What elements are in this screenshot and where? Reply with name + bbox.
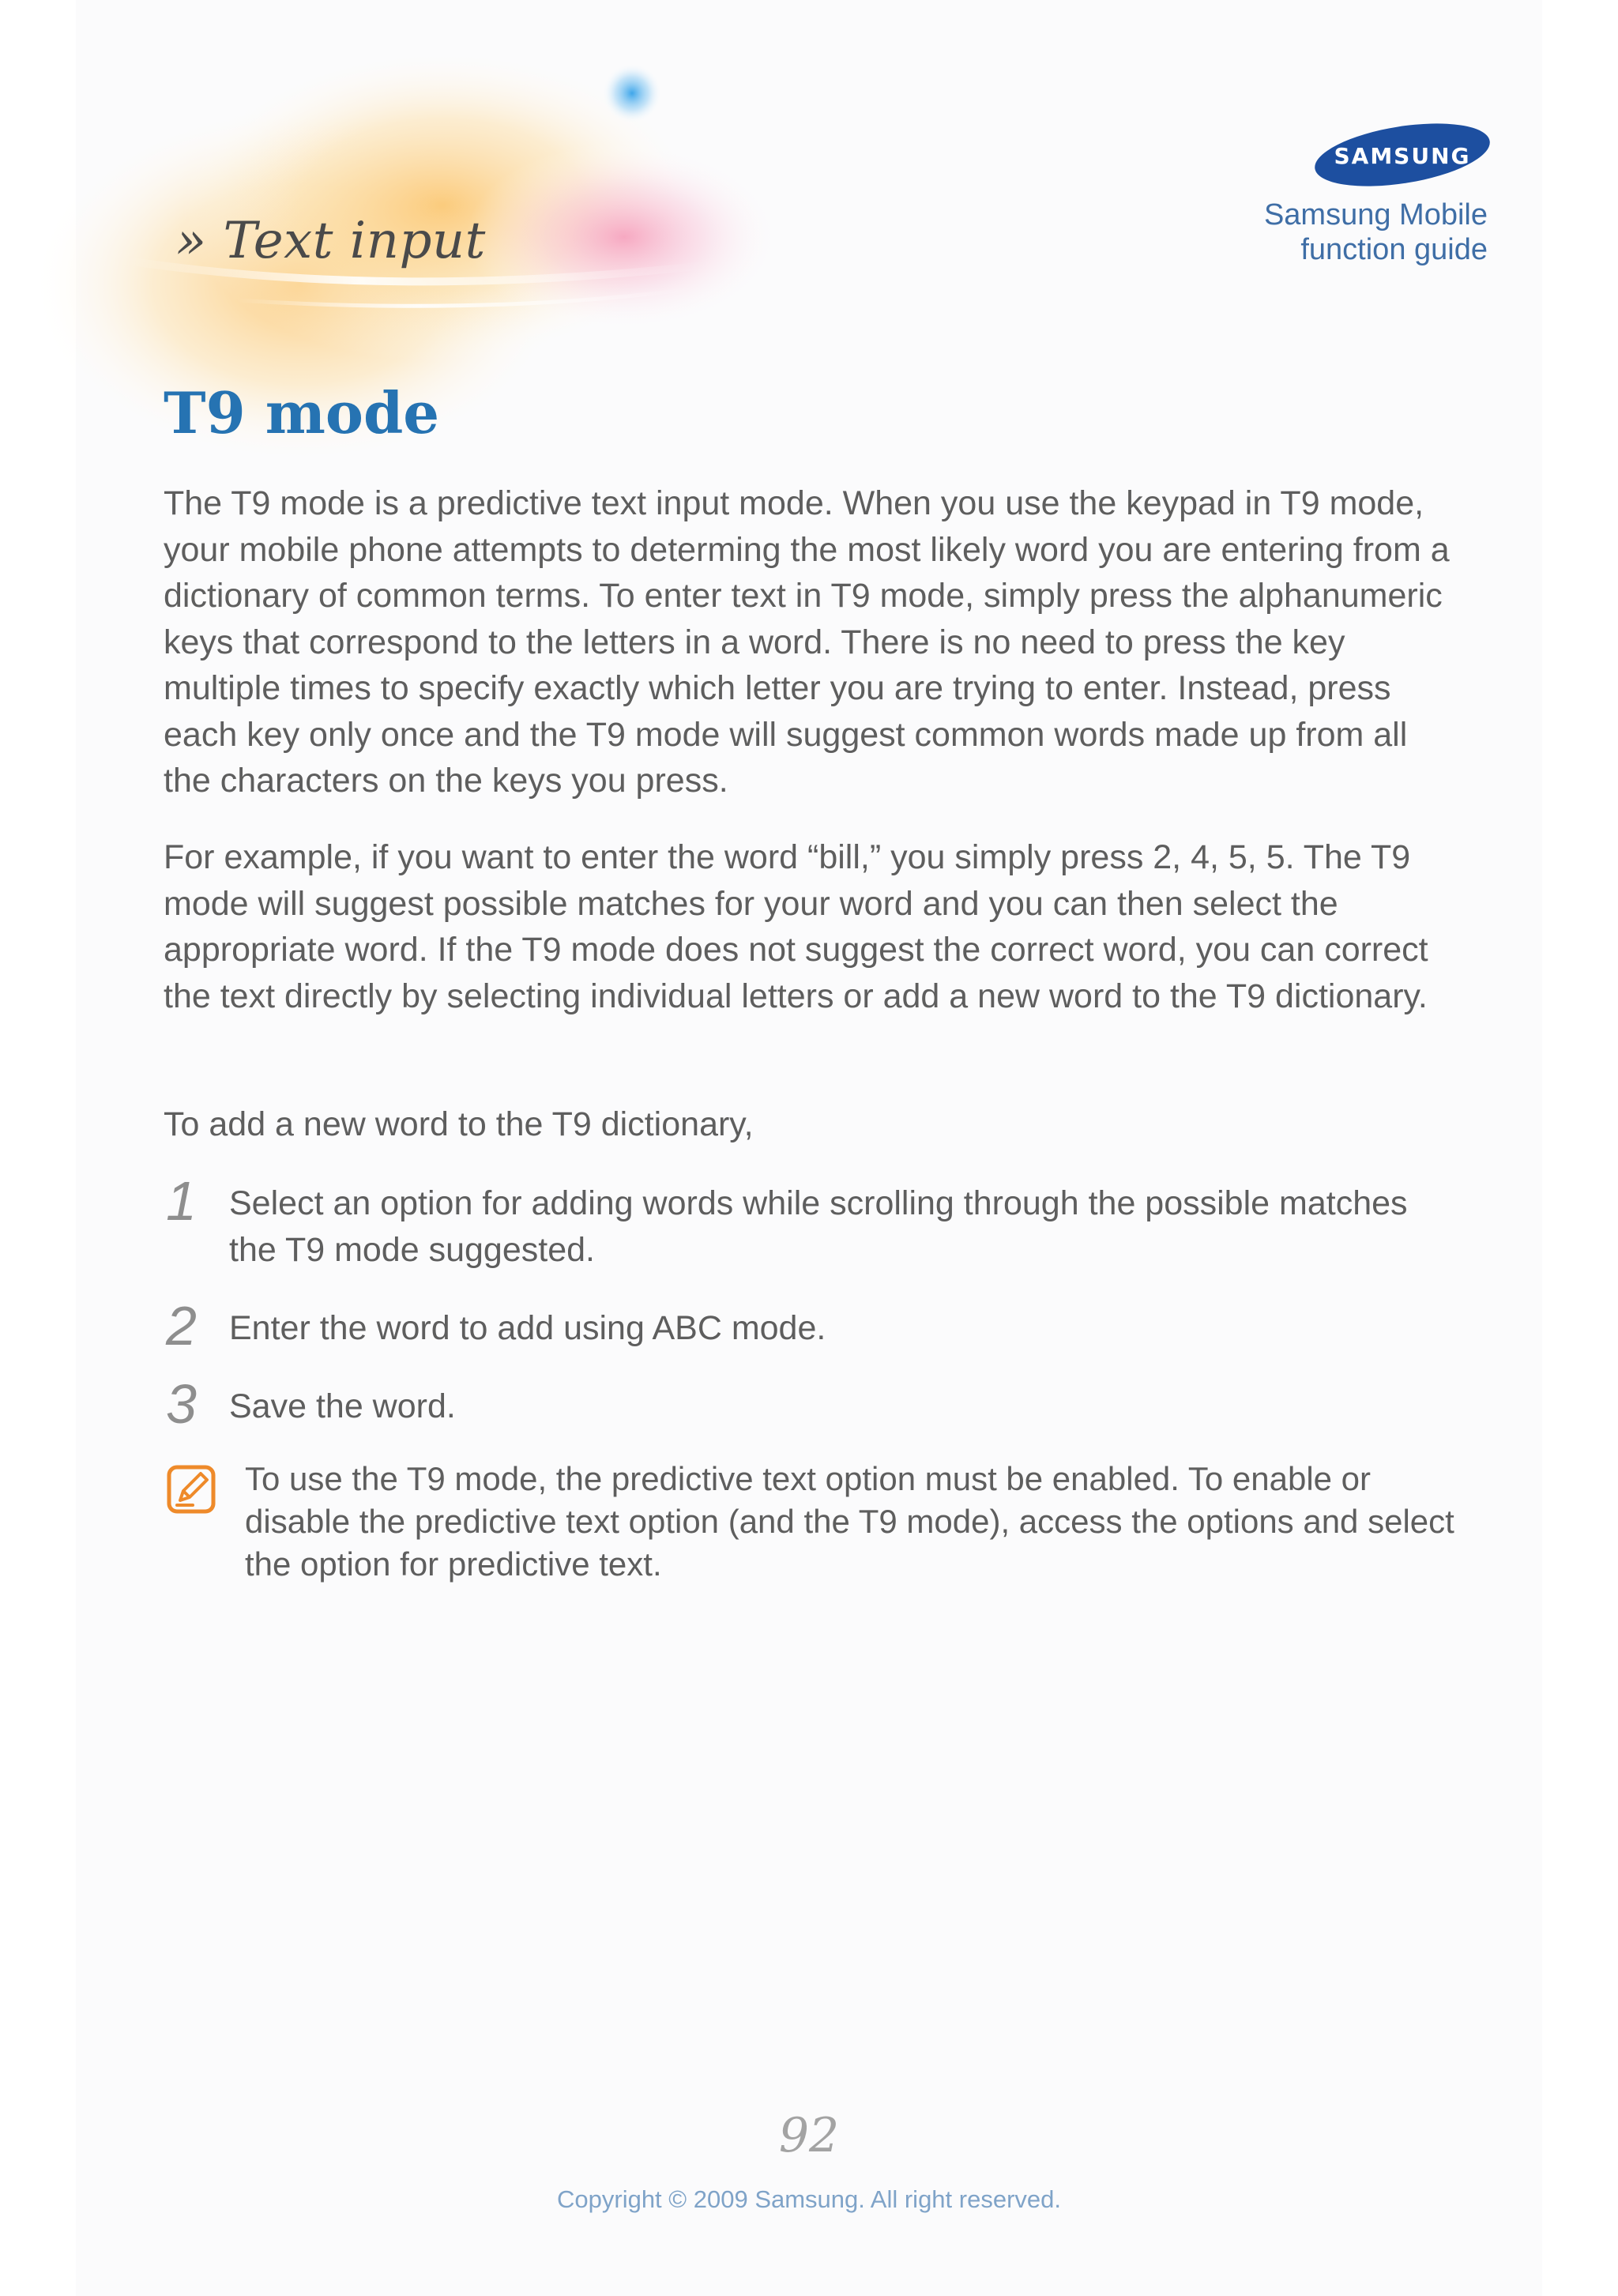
guide-title [1264,198,1488,267]
step-1-text: Select an option for adding words while scrolling through the possible matches the T9 mode suggested. [229,1184,1408,1269]
section-heading: » Text input [175,212,486,270]
step-2-text: Enter the word to add using ABC mode. [229,1309,826,1347]
samsung-logo [1311,119,1493,191]
step-3-number: 3 [166,1373,197,1435]
step-1-number: 1 [166,1170,197,1232]
page-title: T9 mode [164,379,440,446]
intro-text: To add a new word to the T9 dictionary, [164,1105,754,1143]
copyright: Copyright © 2009 Samsung. All right reserved. [557,2185,1061,2213]
note-pencil-icon [166,1464,216,1515]
step-2-number: 2 [166,1295,197,1357]
paragraph-2: For example, if you want to enter the word “bill,” you simply press 2, 4, 5, 5. The T9 mode will suggest possible matches for your word and you can then select the appropriate word. If the T9 mode does not suggest the correct word, you can correct the text directly by selecting individual letters or add a new word to the T9 dictionary. [164,838,1428,1015]
guide-title-line2: function guide [1300,233,1488,266]
guide-title-line1: Samsung Mobile [1263,198,1488,231]
page-number: 92 [778,2108,840,2163]
step-3-text: Save the word. [229,1387,456,1425]
paragraph-1: The T9 mode is a predictive text input mode. When you use the keypad in T9 mode, your mobile phone attempts to determing the most likely word you are entering from a dictionary of common terms. To enter text in T9 mode, simply press the alphanumeric keys that correspond to the letters in a word. There is no need to press the key multiple times to specify exactly which letter you are trying to enter. Instead, press each key only once and the T9 mode will suggest common words made up from all the characters on the keys you press. [164,484,1450,800]
note-text: To use the T9 mode, the predictive text option must be enabled. To enable or disable the predictive text option (and the T9 mode), access the options and select the option for predictive text. [245,1460,1454,1583]
samsung-logo-text: SAMSUNG [1334,143,1471,169]
